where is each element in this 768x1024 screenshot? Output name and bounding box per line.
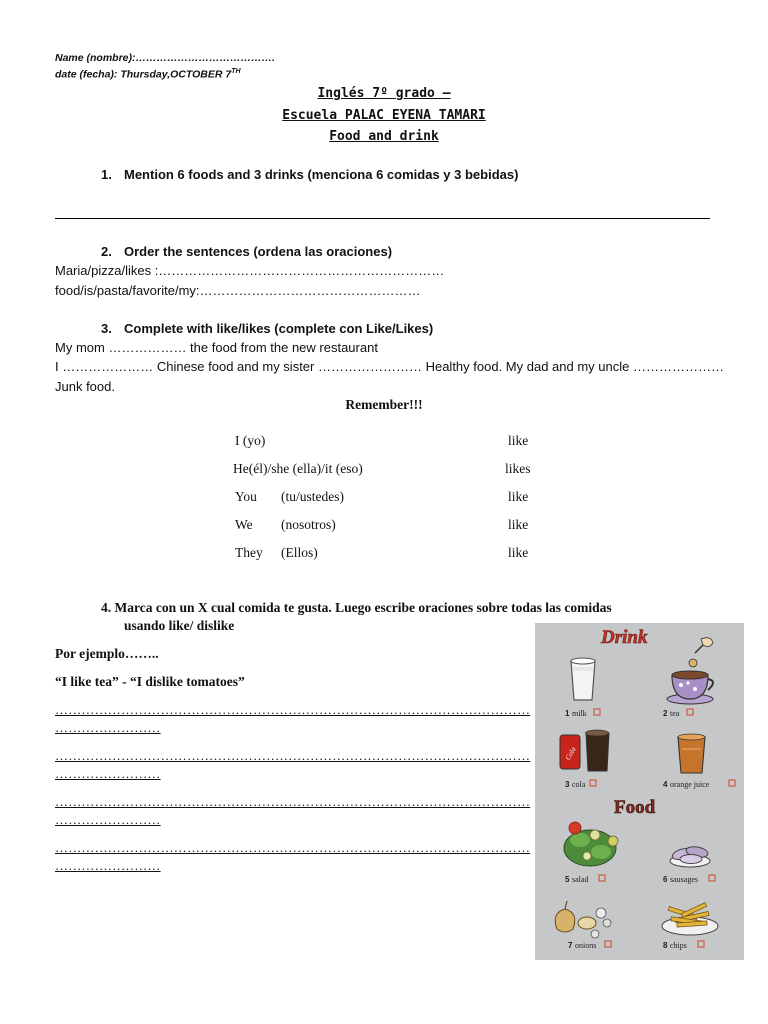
q3-sentence-3: Junk food. (55, 379, 115, 394)
date-ordinal-suffix: TH (231, 68, 241, 75)
item-7-number: 7 (568, 941, 573, 950)
remember-row-4-verb: like (508, 517, 529, 532)
remember-row-3-verb: like (508, 489, 529, 504)
answer-line-d[interactable]: ……………………………………………………………………………………………… (55, 840, 531, 855)
item-3-number: 3 (565, 780, 570, 789)
question-2-number: 2. (101, 244, 112, 259)
answer-line-b[interactable]: ……………………………………………………………………………………………… (55, 748, 531, 763)
date-line (55, 68, 241, 81)
drink-heading: Drink (601, 627, 648, 648)
question-1-number: 1. (101, 167, 112, 182)
answer-line-d-tail[interactable]: …………………… (55, 858, 161, 873)
question-2-text: Order the sentences (ordena las oraciones) (124, 244, 393, 259)
question-3 (101, 321, 433, 336)
q3-sentence-2[interactable]: I ………………… Chinese food and my sister …………………… Healthy food. My dad and my uncle ………………… (55, 359, 724, 374)
question-4-text-line2: usando like/ dislike (124, 618, 235, 633)
food-drink-illustration (535, 623, 744, 960)
example-label: Por ejemplo…….. (55, 646, 159, 661)
remember-row-1-verb: like (508, 433, 529, 448)
item-8-label: chips (670, 941, 687, 950)
item-8-number: 8 (663, 941, 668, 950)
question-4-text-line1: Marca con un X cual comida te gusta. Luego escribe oraciones sobre todas las comidas (114, 600, 612, 615)
question-4 (101, 600, 612, 616)
milk-icon (571, 658, 595, 700)
food-drink-picture (535, 623, 744, 960)
item-2-number: 2 (663, 709, 668, 718)
item-6-label: sausages (670, 875, 698, 884)
item-5-number: 5 (565, 875, 570, 884)
item-6-number: 6 (663, 875, 668, 884)
question-1 (101, 167, 518, 182)
worksheet-topic: Food and drink (329, 129, 439, 144)
question-3-number: 3. (101, 321, 112, 336)
q2-sentence-2[interactable]: food/is/pasta/favorite/my:…………………………………………… (55, 283, 421, 298)
item-5-label: salad (572, 875, 589, 884)
remember-row-3-pronoun: You (235, 489, 257, 504)
q2-sentence-1[interactable]: Maria/pizza/likes :………………………………………………………… (55, 263, 445, 278)
item-3-label: cola (572, 780, 586, 789)
remember-row-5-translation: (Ellos) (281, 545, 318, 560)
remember-row-2-verb: likes (505, 461, 531, 476)
remember-row-2-pronoun: He(él)/she (ella)/it (eso) (233, 461, 363, 476)
question-4-number: 4. (101, 600, 112, 615)
remember-heading: Remember!!! (345, 397, 423, 412)
item-7-label: onions (575, 941, 597, 950)
item-4-number: 4 (663, 780, 668, 789)
question-3-text: Complete with like/likes (complete con Like/Likes) (124, 321, 434, 336)
q3-sentence-1[interactable]: My mom ……………… the food from the new restaurant (55, 340, 378, 355)
answer-line-c[interactable]: ……………………………………………………………………………………………… (55, 794, 531, 809)
question-1-text: Mention 6 foods and 3 drinks (menciona 6 comidas y 3 bebidas) (124, 167, 519, 182)
remember-row-3-translation: (tu/ustedes) (281, 489, 344, 504)
answer-line-a[interactable]: ……………………………………………………………………………………………… (55, 702, 531, 717)
answer-line-b-tail[interactable]: …………………… (55, 766, 161, 781)
remember-row-1-pronoun: I (yo) (235, 433, 266, 448)
school-name: Escuela PALAC EYENA TAMARI (282, 108, 486, 123)
item-1-label: milk (572, 709, 587, 718)
example-sentences: “I like tea” - “I dislike tomatoes” (55, 674, 245, 689)
food-heading: Food (614, 797, 656, 818)
item-1-number: 1 (565, 709, 570, 718)
item-4-label: orange juice (670, 780, 710, 789)
course-title: Inglés 7º grado – (317, 86, 451, 101)
name-field-label: Name (nombre):…………………………………. (55, 52, 275, 64)
orange-juice-icon (678, 734, 705, 773)
answer-line-1[interactable] (55, 218, 710, 219)
remember-row-4-pronoun: We (235, 517, 253, 532)
svg-text:Cola: Cola (563, 745, 578, 762)
question-2 (101, 244, 392, 259)
remember-row-5-verb: like (508, 545, 529, 560)
remember-row-4-translation: (nosotros) (281, 517, 336, 532)
remember-row-5-pronoun: They (235, 545, 263, 560)
date-text: date (fecha): Thursday,OCTOBER 7 (55, 68, 232, 81)
answer-line-a-tail[interactable]: …………………… (55, 720, 161, 735)
item-2-label: tea (670, 709, 680, 718)
answer-line-c-tail[interactable]: …………………… (55, 812, 161, 827)
